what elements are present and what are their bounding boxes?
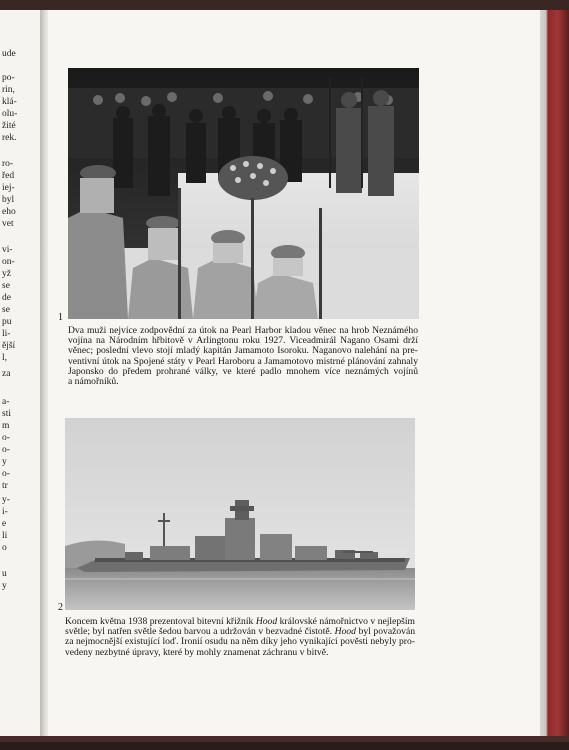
caption-line: a námořníků.: [68, 376, 119, 388]
left-page-fragment: žité: [2, 121, 16, 131]
caption-line: [65, 648, 415, 658]
left-page-fragment: pu: [2, 317, 12, 327]
caption-text: za nejmocnější existující loď. Ironií osudu na něm díky jeho vynikající pověsti nebyly pro-: [65, 636, 415, 648]
left-page-fragment: y-: [2, 495, 10, 505]
caption-line: Dva muži nejvíce zodpovědní za útok na Pearl Harbor kladou věnec na hrob Neznámého: [68, 325, 418, 336]
left-page-fragment: se: [2, 281, 10, 291]
ship-name: Hood: [334, 626, 356, 638]
figure-2-number: 2: [58, 602, 63, 613]
left-page-fragment: klá-: [2, 97, 17, 107]
left-page-fragment: vi-: [2, 245, 13, 255]
left-page-fragment: ro-: [2, 159, 14, 169]
book-page: [48, 10, 540, 736]
left-page-fragment: o-: [2, 433, 10, 443]
left-page-fragment: o-: [2, 445, 10, 455]
left-page-fragment: y: [2, 581, 7, 591]
caption-line: věnec; poslední vlevo stojí mladý kapitán Jamamoto Isoroku. Naganovo nalehání na pre-: [68, 345, 418, 357]
figure-1-number: 1: [58, 312, 63, 323]
left-page-fragment: eho: [2, 207, 16, 217]
ship-name: Hood: [255, 616, 278, 627]
left-page-fragment: tr: [2, 481, 8, 491]
left-page-fragment: rin,: [2, 85, 15, 95]
left-page-fragment: olu-: [2, 109, 18, 119]
left-page-fragment: se: [2, 305, 10, 315]
left-page-fragment: yž: [2, 269, 11, 279]
caption-line: ventivní útok na Spojené státy v Pearl Haroboru a Jamamotovo mistrné plánování zahnaly: [68, 355, 418, 367]
caption-text: královské námořnictvo v nejlepším: [277, 616, 416, 627]
book-cover-edge: [540, 10, 569, 740]
left-page-fragment: de: [2, 293, 11, 303]
left-page-fragment: iej-: [2, 183, 15, 193]
left-page-fragment: o-: [2, 469, 10, 479]
left-page-fragment: ější: [2, 341, 16, 351]
left-page-fragment: i-: [2, 507, 8, 517]
left-page-fragment: řed: [2, 171, 15, 181]
book-top-edge: [0, 0, 569, 10]
left-page-fragment: sti: [2, 409, 11, 419]
caption-line: vojína na Národním hřbitově v Arlingtonu roku 1927. Viceadmirál Nagano Osami drží: [68, 335, 418, 347]
caption-text: světle; byl natřen světle šedou barvou a udržován v bezvadné čistotě.: [65, 626, 335, 638]
left-page-fragment: e: [2, 519, 7, 529]
left-page-fragment: y: [2, 457, 7, 467]
left-page-fragment: ude: [2, 49, 16, 59]
left-page-fragment: on-: [2, 257, 15, 267]
caption-line: Japonsko do předem prohrané války, ve které padlo mnohem více neznámých vojínů: [68, 365, 418, 377]
left-page-fragment: po-: [2, 73, 15, 83]
left-page-fragment: l,: [2, 353, 8, 363]
left-page-fragment: u: [2, 569, 7, 579]
battlecruiser-hood-photo: [65, 418, 415, 610]
figure-1-caption: [68, 326, 418, 387]
wreath-ceremony-photo: [68, 68, 419, 319]
left-page-fragment: m: [2, 421, 10, 431]
left-page-fragment: li-: [2, 329, 11, 339]
left-page-fragment: rek.: [2, 133, 17, 143]
caption-text: vedeny nezbytné úpravy, které by mohly znamenat záchranu v bitvě.: [65, 646, 329, 658]
left-page-fragment: a-: [2, 397, 10, 407]
left-page-fragment: o: [2, 543, 7, 553]
caption-text: byl považován: [355, 626, 415, 638]
page-gutter: [40, 10, 48, 736]
book-bottom-edge: [0, 736, 569, 750]
caption-text: Koncem května 1938 prezentoval bitevní křižník: [65, 616, 256, 627]
left-page-fragment: li: [2, 531, 8, 541]
left-page-edge: [0, 10, 40, 736]
left-page-fragment: za: [2, 369, 11, 379]
left-page-fragment: vet: [2, 219, 14, 229]
left-page-fragment: byl: [2, 195, 15, 205]
figure-2-caption: [65, 617, 415, 658]
